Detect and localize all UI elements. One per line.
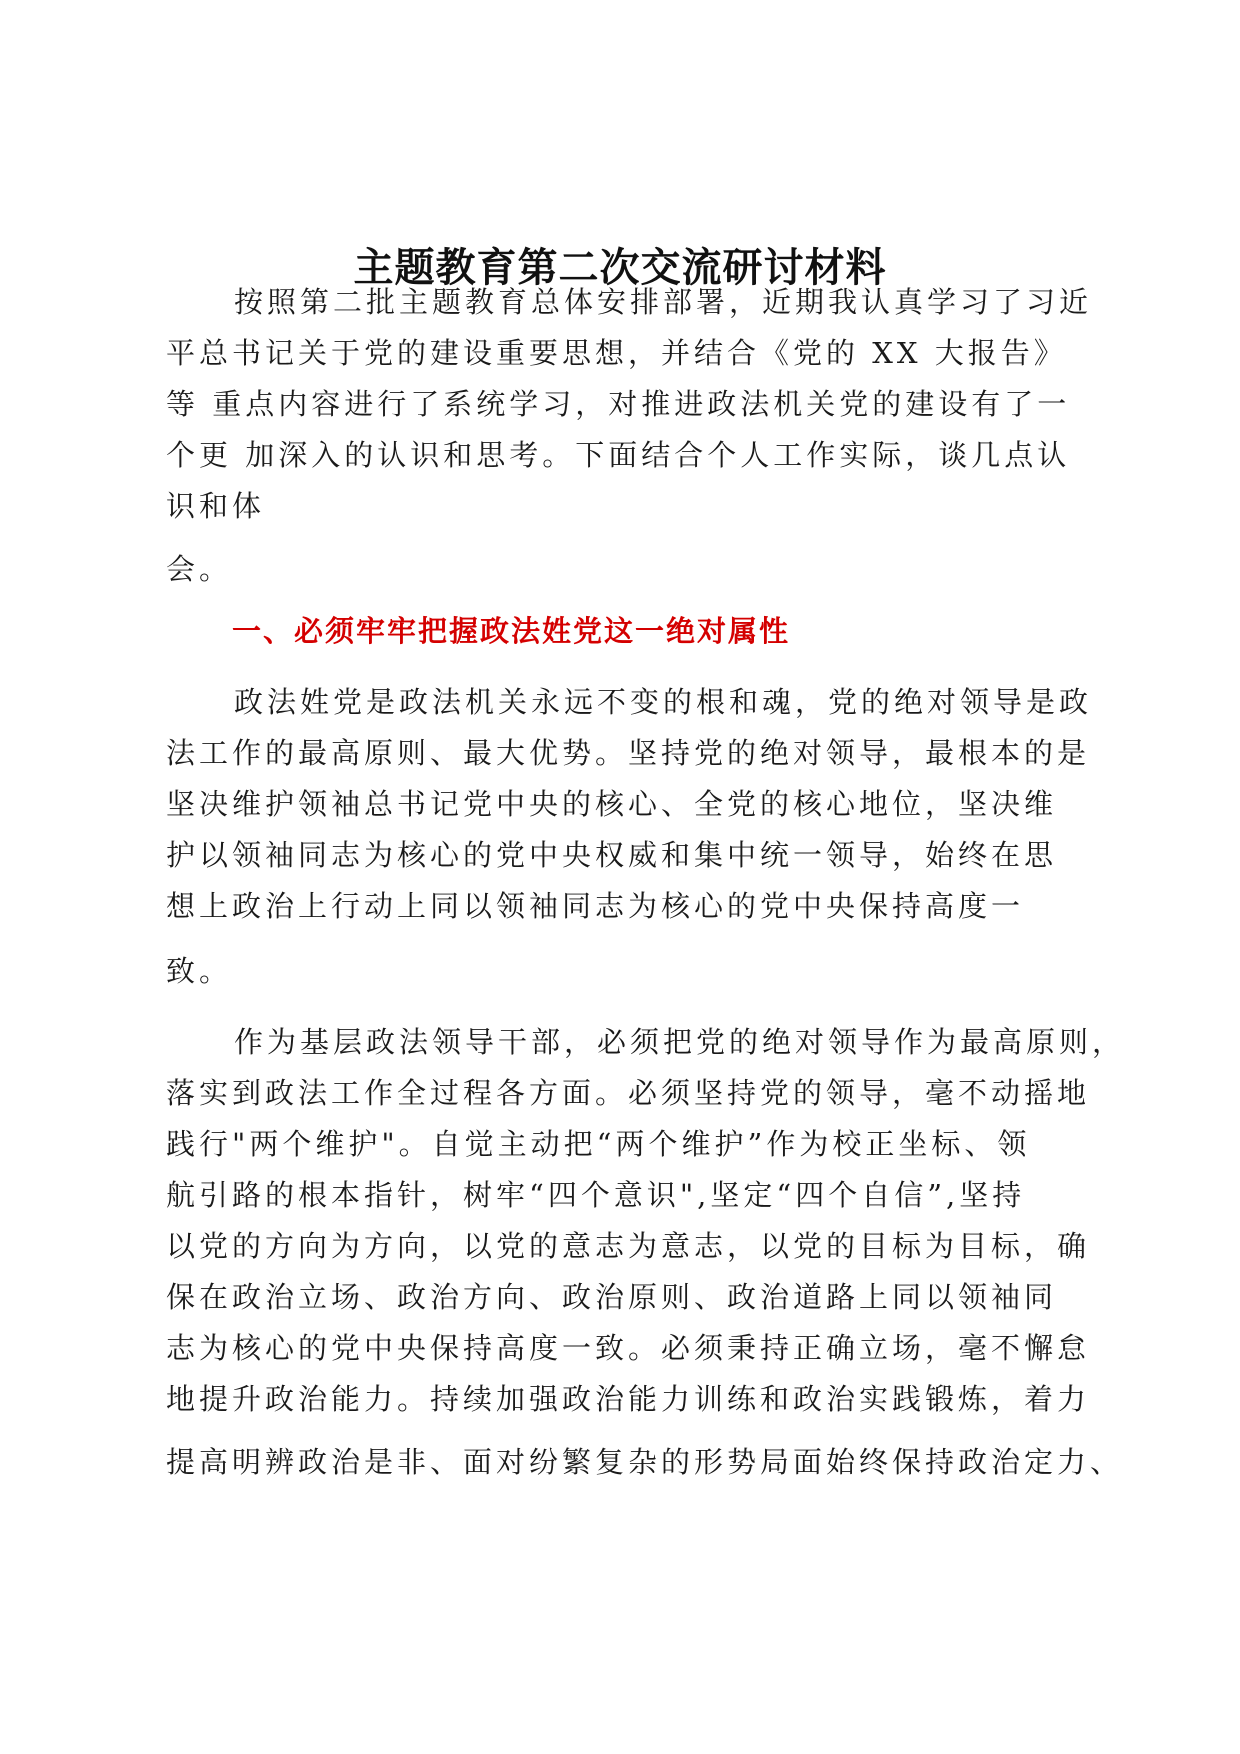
para2-line-6: 保在政治立场、政治方向、政治原则、政治道路上同以领袖同: [166, 1280, 1058, 1314]
intro-line-6: 会。: [166, 552, 233, 586]
intro-line-4: 个更 加深入的认识和思考。下面结合个人工作实际，谈几点认: [166, 438, 1071, 472]
para2-line-4: 航引路的根本指针，树牢“四个意识",坚定“四个自信”,坚持: [166, 1178, 1026, 1212]
intro-line-2: 平总书记关于党的建设重要思想，并结合《党的 XX 大报告》: [166, 336, 1067, 370]
para2-line-2: 落实到政法工作全过程各方面。必须坚持党的领导，毫不动摇地: [166, 1076, 1091, 1110]
para2-line-1: 作为基层政法领导干部，必须把党的绝对领导作为最高原则，: [234, 1025, 1126, 1059]
intro-line-5: 识和体: [166, 489, 266, 523]
para1-line-6: 致。: [166, 954, 233, 988]
intro-line-3: 等 重点内容进行了系统学习，对推进政法机关党的建设有了一: [166, 387, 1071, 421]
para2-line-8: 地提升政治能力。持续加强政治能力训练和政治实践锻炼，着力: [166, 1382, 1091, 1416]
para1-line-4: 护以领袖同志为核心的党中央权威和集中统一领导，始终在思: [166, 838, 1058, 872]
document-title: 主题教育第二次交流研讨材料: [353, 245, 887, 291]
para1-line-2: 法工作的最高原则、最大优势。坚持党的绝对领导，最根本的是: [166, 736, 1091, 770]
para2-line-3: 践行"两个维护"。自觉主动把“两个维护”作为校正坐标、领: [166, 1127, 1031, 1161]
para2-line-7: 志为核心的党中央保持高度一致。必须秉持正确立场，毫不懈怠: [166, 1331, 1091, 1365]
para1-line-1: 政法姓党是政法机关永远不变的根和魂，党的绝对领导是政: [234, 685, 1093, 719]
intro-line-1: 按照第二批主题教育总体安排部署，近期我认真学习了习近: [234, 285, 1093, 319]
para1-line-5: 想上政治上行动上同以领袖同志为核心的党中央保持高度一: [166, 889, 1025, 923]
para2-line-9: 提高明辨政治是非、面对纷繁复杂的形势局面始终保持政治定力、: [166, 1445, 1124, 1479]
para2-line-5: 以党的方向为方向，以党的意志为意志，以党的目标为目标，确: [166, 1229, 1091, 1263]
para1-line-3: 坚决维护领袖总书记党中央的核心、全党的核心地位，坚决维: [166, 787, 1058, 821]
section-heading-1: 一、必须牢牢把握政法姓党这一绝对属性: [232, 614, 791, 648]
